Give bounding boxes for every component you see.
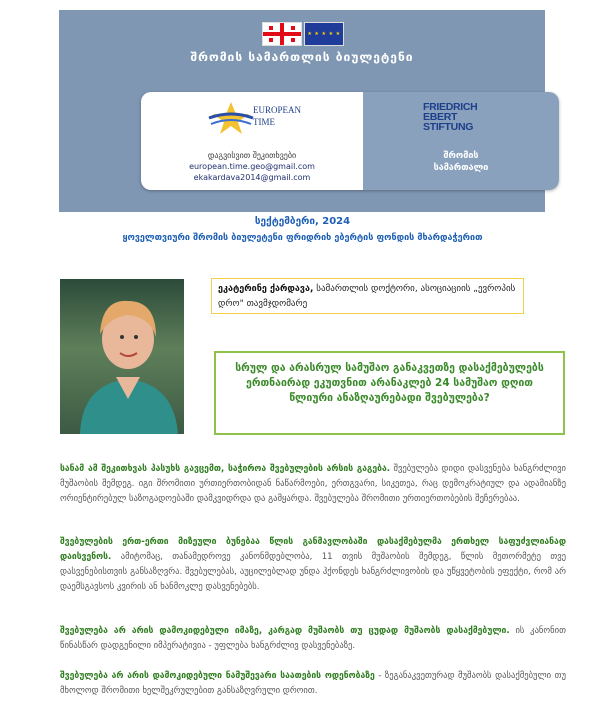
- paragraph-2: [60, 535, 566, 595]
- issue-subtitle: ყოველთვიური შრომის ბიულეტენი ფრიდრიხ ებერტის ფონდის მხარდაჭერით: [122, 233, 483, 243]
- paragraph-body: ის კანონით წინასწარ დადგენილი იმპერატივია - უფლება ხანგრძლივ დასვენებაზე.: [60, 626, 566, 651]
- paragraph-body: - ზეგანაკვეთურად მუშაობს დასაქმებული თუ მხოლოდ შრომითი ხელშეკრულებით განსაზღვრული დროით.: [60, 671, 566, 696]
- flags: [262, 22, 344, 46]
- paragraph-4: [60, 669, 566, 699]
- paragraph-lead: შვებულების ერთ-ერთი მიზეული ბუნებაა წლის განმავლობაში დასაქმებულმა ერთხელ საფუძვლიანად დაისვენოს.: [60, 537, 566, 562]
- paragraph-lead: შვებულება არ არის დამოკიდებული იმაზე, კარგად მუშაობს თუ ცუდად მუშაობს დასაქმებული.: [60, 626, 510, 636]
- paragraph-lead: სანამ ამ შეკითხვას პასუხს გავცემთ, საჭიროა შვებულების არსის გაგება.: [60, 464, 390, 474]
- star-logo-icon: [207, 100, 255, 136]
- labor-law-line-1: შრომის: [443, 151, 479, 161]
- fes-panel: [363, 92, 559, 190]
- header-banner: [59, 10, 545, 212]
- logo-card: [141, 92, 559, 190]
- email-link-1[interactable]: european.time.geo@gmail.com: [189, 162, 315, 171]
- portrait-image: [60, 279, 184, 434]
- paragraph-1: [60, 462, 566, 507]
- author-box: [211, 278, 524, 314]
- paragraph-lead: შვებულება არ არის დამოკიდებული ნამუშევარი საათების ოდენობაზე: [60, 671, 375, 681]
- paragraph-3: [60, 624, 566, 654]
- bulletin-title: შრომის სამართლის ბიულეტენი: [190, 50, 414, 64]
- eu-flag-icon: ★ ★ ★ ★ ★: [304, 22, 344, 46]
- logo-text-european: EUROPEAN: [253, 105, 302, 115]
- contact-block: [141, 150, 363, 183]
- issue-date: სექტემბერი, 2024: [254, 216, 351, 227]
- fes-logo: [423, 102, 477, 132]
- paragraph-body: ამიტომაც, თანამედროვე კანონმდებლობა, 11 თვის მუშაობის შემდეგ, წლის მეთორმეტე თვე დასვენებისთვის განსაზღვრა. შვებულებას, აუცილებლად უნდა ჰქონდეს ხანგრძლივობის და უწყვეტობის ეფექტი, რომ არ დაემსგავსოს კვირის ან ხანმოკლე დასვენებებს.: [60, 552, 566, 592]
- fes-text-friedrich: FRIEDRICH: [423, 101, 478, 113]
- logo-text-time: TIME: [253, 117, 275, 127]
- paragraph-body: შვებულება დიდი დასვენება ხანგრძლივი მუშაობის შემდეგ. იგი შრომითი ურთიერთობიდან ნაწარმოები, ერთგვარი, სიკეთეა, რაც დემოკრატიულ და ადამიანზე ორიენტირებულ საზოგადოებაში დამკვიდრდა და გამყარდა. შვებულება შრომითი ურთიერთობების შეჩერებაა.: [60, 464, 566, 504]
- author-name: ეკატერინე ქარდავა,: [218, 284, 314, 294]
- georgia-flag-icon: [262, 22, 302, 46]
- author-description: სამართლის დოქტორი, ასოციაციის „ევროპის დრო" თავმჯდომარე: [218, 284, 516, 309]
- fes-text-stiftung: STIFTUNG: [423, 121, 474, 133]
- email-link-2[interactable]: ekakardava2014@gmail.com: [193, 173, 311, 182]
- european-time-logo: [207, 100, 327, 136]
- labor-law-line-2: სამართალი: [433, 163, 489, 173]
- author-photo: [60, 279, 184, 434]
- contact-label: დაგვისვით შეკითხვები: [207, 151, 297, 160]
- question-box: სრულ და არასრულ სამუშაო განაკვეთზე დასაქმებულებს ერთნაირად ეკუთვნით არანაკლებ 24 სამუშაო დღით წლიური ანაზღაურებადი შვებულება?: [214, 351, 565, 435]
- fes-text-ebert: EBERT: [423, 111, 458, 123]
- labor-law-label: [363, 150, 559, 174]
- european-time-panel: [141, 92, 363, 190]
